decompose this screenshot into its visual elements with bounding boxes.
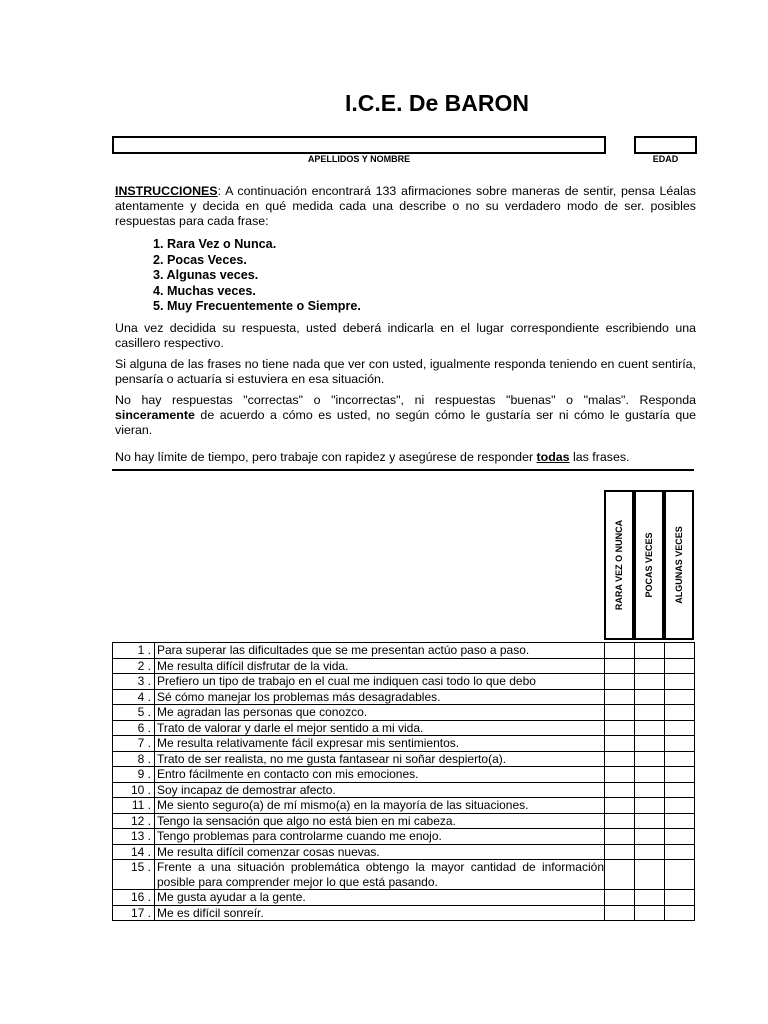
answer-cell[interactable] <box>665 736 695 752</box>
instructions-text: las frases. <box>569 450 630 464</box>
answer-cell[interactable] <box>665 813 695 829</box>
answer-cell[interactable] <box>605 890 635 906</box>
age-field-label: EDAD <box>652 154 679 164</box>
item-number: 17 . <box>113 905 155 921</box>
answer-cell[interactable] <box>635 782 665 798</box>
item-number: 6 . <box>113 720 155 736</box>
item-number: 15 . <box>113 860 155 890</box>
answer-cell[interactable] <box>665 860 695 890</box>
answer-cell[interactable] <box>635 860 665 890</box>
table-row <box>113 751 695 767</box>
item-number: 16 . <box>113 890 155 906</box>
table-row <box>113 798 695 814</box>
answer-cell[interactable] <box>605 905 635 921</box>
answer-cell[interactable] <box>665 689 695 705</box>
table-row <box>113 643 695 659</box>
name-field[interactable] <box>112 136 606 154</box>
instructions-text: No hay respuestas "correctas" o "incorrectas", ni respuestas "buenas" o "malas". Responda <box>115 393 696 407</box>
answer-cell[interactable] <box>605 844 635 860</box>
answer-cell[interactable] <box>635 829 665 845</box>
item-statement: Me gusta ayudar a la gente. <box>155 890 605 906</box>
answer-cell[interactable] <box>635 705 665 721</box>
table-row <box>113 890 695 906</box>
table-row <box>113 844 695 860</box>
item-number: 7 . <box>113 736 155 752</box>
item-number: 9 . <box>113 767 155 783</box>
item-statement: Tengo la sensación que algo no está bien en mi cabeza. <box>155 813 605 829</box>
answer-cell[interactable] <box>665 658 695 674</box>
answer-cell[interactable] <box>605 813 635 829</box>
instructions-paragraph-2: Una vez decidida su respuesta, usted deberá indicarla en el lugar correspondiente escribiendo una casillero respectivo. <box>115 321 696 350</box>
item-statement: Me resulta difícil disfrutar de la vida. <box>155 658 605 674</box>
item-number: 12 . <box>113 813 155 829</box>
answer-cell[interactable] <box>605 751 635 767</box>
answer-option: 3. Algunas veces. <box>153 268 259 282</box>
name-field-label: APELLIDOS Y NOMBRE <box>307 154 411 164</box>
table-row <box>113 767 695 783</box>
instructions-paragraph-3: Si alguna de las frases no tiene nada que ver con usted, igualmente responda teniendo en cuent sentiría, pensaría o actuaría si estuviera en esa situación. <box>115 357 696 386</box>
emphasis-text: todas <box>536 450 570 464</box>
column-header-pocas-veces <box>634 490 664 640</box>
answer-options-list <box>153 237 361 315</box>
answer-cell[interactable] <box>665 890 695 906</box>
answer-cell[interactable] <box>605 658 635 674</box>
item-statement: Me siento seguro(a) de mí mismo(a) en la mayoría de las situaciones. <box>155 798 605 814</box>
table-row <box>113 658 695 674</box>
instructions-text: de acuerdo a cómo es usted, no según cómo le gustaría ser ni cómo le gustaría que vieran. <box>115 408 696 437</box>
item-statement: Soy incapaz de demostrar afecto. <box>155 782 605 798</box>
item-statement: Entro fácilmente en contacto con mis emociones. <box>155 767 605 783</box>
answer-cell[interactable] <box>635 798 665 814</box>
item-statement: Me es difícil sonreír. <box>155 905 605 921</box>
answer-cell[interactable] <box>635 736 665 752</box>
column-header-label: RARA VEZ O NUNCA <box>614 519 624 611</box>
instructions-paragraph-5 <box>115 450 696 466</box>
item-number: 11 . <box>113 798 155 814</box>
answer-cell[interactable] <box>665 798 695 814</box>
answer-cell[interactable] <box>605 782 635 798</box>
answer-option: 2. Pocas Veces. <box>153 252 247 267</box>
answer-cell[interactable] <box>635 905 665 921</box>
answer-cell[interactable] <box>605 720 635 736</box>
answer-cell[interactable] <box>605 689 635 705</box>
answer-cell[interactable] <box>665 643 695 659</box>
item-statement: Trato de ser realista, no me gusta fantasear ni soñar despierto(a). <box>155 751 605 767</box>
answer-option: 5. Muy Frecuentemente o Siempre. <box>153 299 361 313</box>
answer-option: 4. Muchas veces. <box>153 283 256 298</box>
item-number: 10 . <box>113 782 155 798</box>
item-statement: Me agradan las personas que conozco. <box>155 705 605 721</box>
answer-cell[interactable] <box>635 751 665 767</box>
table-row <box>113 905 695 921</box>
answer-cell[interactable] <box>665 767 695 783</box>
answer-cell[interactable] <box>635 674 665 690</box>
answer-cell[interactable] <box>665 829 695 845</box>
answer-cell[interactable] <box>665 720 695 736</box>
answer-cell[interactable] <box>635 720 665 736</box>
instructions-paragraph-4 <box>115 393 696 438</box>
answer-cell[interactable] <box>605 674 635 690</box>
answer-cell[interactable] <box>635 643 665 659</box>
column-header-rara-vez <box>604 490 634 640</box>
table-row <box>113 674 695 690</box>
item-statement: Me resulta relativamente fácil expresar mis sentimientos. <box>155 736 605 752</box>
item-statement: Trato de valorar y darle el mejor sentido a mi vida. <box>155 720 605 736</box>
instructions-text: : A continuación encontrará 133 afirmaciones sobre maneras de sentir, pensa Léalas atentamente y decida en qué medida cada una describe o no su verdadero modo de ser. posibles respuestas para cada frase: <box>115 184 696 228</box>
page-title: I.C.E. De BARON <box>344 90 530 116</box>
answer-cell[interactable] <box>635 890 665 906</box>
answer-cell[interactable] <box>605 767 635 783</box>
answer-cell[interactable] <box>635 844 665 860</box>
item-number: 13 . <box>113 829 155 845</box>
age-field[interactable] <box>634 136 697 154</box>
instructions-heading: INSTRUCCIONES <box>115 184 218 198</box>
item-statement: Sé cómo manejar los problemas más desagradables. <box>155 689 605 705</box>
instructions-paragraph <box>115 184 696 229</box>
item-statement: Prefiero un tipo de trabajo en el cual me indiquen casi todo lo que debo <box>155 674 605 690</box>
section-divider <box>112 469 694 471</box>
column-header-label: ALGUNAS VECES <box>674 526 684 604</box>
answer-cell[interactable] <box>665 705 695 721</box>
answer-cell[interactable] <box>665 905 695 921</box>
answer-option: 1. Rara Vez o Nunca. <box>153 237 277 251</box>
table-row <box>113 689 695 705</box>
table-row <box>113 736 695 752</box>
answer-cell[interactable] <box>605 643 635 659</box>
item-number: 5 . <box>113 705 155 721</box>
column-header-label: POCAS VECES <box>644 532 654 598</box>
answer-cell[interactable] <box>605 705 635 721</box>
table-row <box>113 829 695 845</box>
table-row <box>113 860 695 890</box>
item-number: 8 . <box>113 751 155 767</box>
table-row <box>113 813 695 829</box>
emphasis-text: sinceramente <box>115 408 195 422</box>
answer-cell[interactable] <box>665 844 695 860</box>
answer-cell[interactable] <box>605 736 635 752</box>
answer-cell[interactable] <box>635 767 665 783</box>
answer-cell[interactable] <box>665 674 695 690</box>
answer-cell[interactable] <box>605 860 635 890</box>
answer-cell[interactable] <box>635 813 665 829</box>
item-statement: Frente a una situación problemática obtengo la mayor cantidad de información posible para comprender mejor lo que está pasando. <box>155 860 605 890</box>
answer-cell[interactable] <box>635 689 665 705</box>
answer-cell[interactable] <box>605 829 635 845</box>
questionnaire-table <box>112 642 695 921</box>
answer-cell[interactable] <box>665 782 695 798</box>
instructions-text: No hay límite de tiempo, pero trabaje con rapidez y asegúrese de responder <box>115 450 537 464</box>
item-statement: Para superar las dificultades que se me presentan actúo paso a paso. <box>155 643 605 659</box>
item-number: 3 . <box>113 674 155 690</box>
answer-cell[interactable] <box>665 751 695 767</box>
item-statement: Tengo problemas para controlarme cuando me enojo. <box>155 829 605 845</box>
item-number: 2 . <box>113 658 155 674</box>
item-number: 14 . <box>113 844 155 860</box>
item-number: 1 . <box>113 643 155 659</box>
item-statement: Me resulta difícil comenzar cosas nuevas. <box>155 844 605 860</box>
table-row <box>113 720 695 736</box>
item-number: 4 . <box>113 689 155 705</box>
column-header-algunas-veces <box>664 490 694 640</box>
table-row <box>113 782 695 798</box>
table-row <box>113 705 695 721</box>
answer-cell[interactable] <box>605 798 635 814</box>
answer-cell[interactable] <box>635 658 665 674</box>
